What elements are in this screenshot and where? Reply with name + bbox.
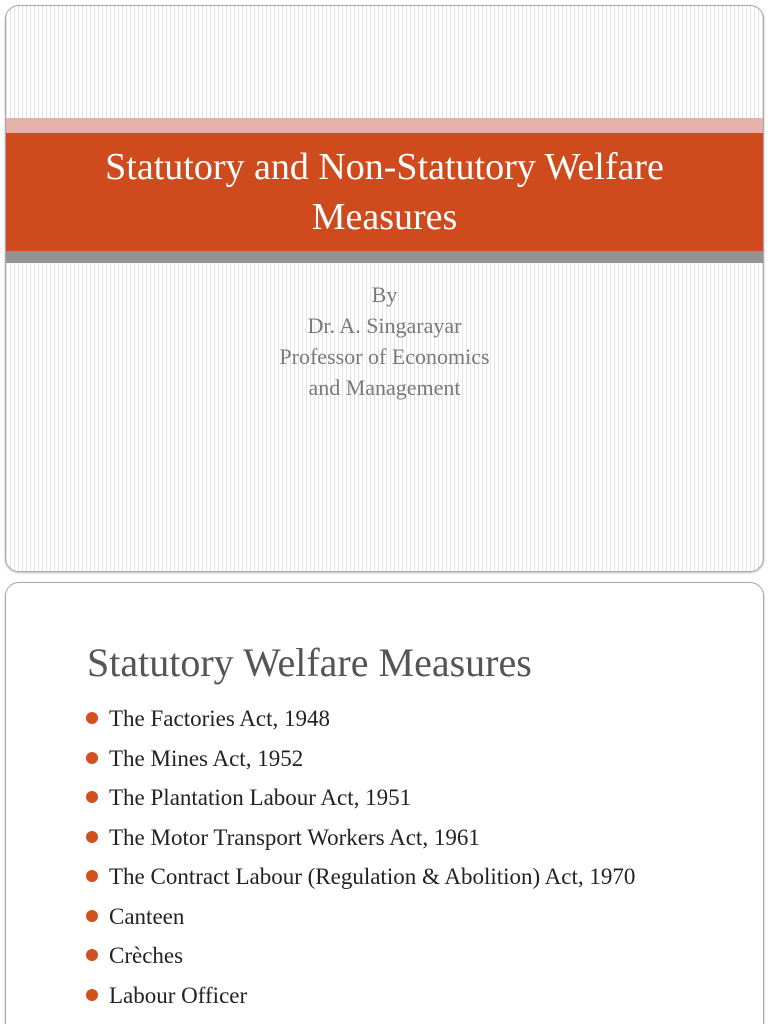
title-band-top-strip (6, 118, 763, 133)
author-title-continued: and Management (308, 375, 461, 400)
bullet-dot-icon (86, 791, 98, 803)
list-item (86, 901, 706, 933)
title-band (6, 133, 763, 251)
author-byline (6, 279, 763, 403)
slide-heading: Statutory Welfare Measures (87, 640, 532, 685)
list-item-text: The Mines Act, 1952 (109, 745, 304, 771)
content-slide (5, 582, 764, 1024)
list-item (86, 822, 706, 854)
bullet-dot-icon (86, 949, 98, 961)
author-title: Professor of Economics (279, 344, 490, 369)
bullet-dot-icon (86, 831, 98, 843)
bullet-dot-icon (86, 989, 98, 1001)
bullet-list (86, 703, 706, 1019)
title-slide (5, 5, 764, 572)
list-item-text: The Factories Act, 1948 (109, 706, 331, 731)
bullet-dot-icon (86, 752, 98, 764)
slide-title: Statutory and Non-Statutory Welfare Measures (105, 146, 664, 238)
list-item (86, 940, 706, 972)
list-item (86, 782, 706, 814)
list-item (86, 861, 706, 893)
list-item (86, 743, 706, 775)
title-band-bottom-strip (6, 251, 763, 263)
list-item-text: The Motor Transport Workers Act, 1961 (109, 824, 480, 850)
list-item-text: The Plantation Labour Act, 1951 (109, 785, 412, 810)
list-item-text: Crèches (109, 943, 184, 968)
byline-line: By (371, 282, 398, 307)
bullet-dot-icon (86, 712, 98, 724)
list-item-text: Canteen (109, 903, 185, 929)
bullet-dot-icon (86, 870, 98, 882)
bullet-dot-icon (86, 910, 98, 922)
list-item (86, 980, 706, 1012)
list-item-text: Labour Officer (109, 982, 248, 1008)
list-item-text: The Contract Labour (Regulation & Abolition) Act, 1970 (109, 864, 636, 889)
list-item (86, 703, 706, 735)
author-name: Dr. A. Singarayar (307, 313, 462, 338)
